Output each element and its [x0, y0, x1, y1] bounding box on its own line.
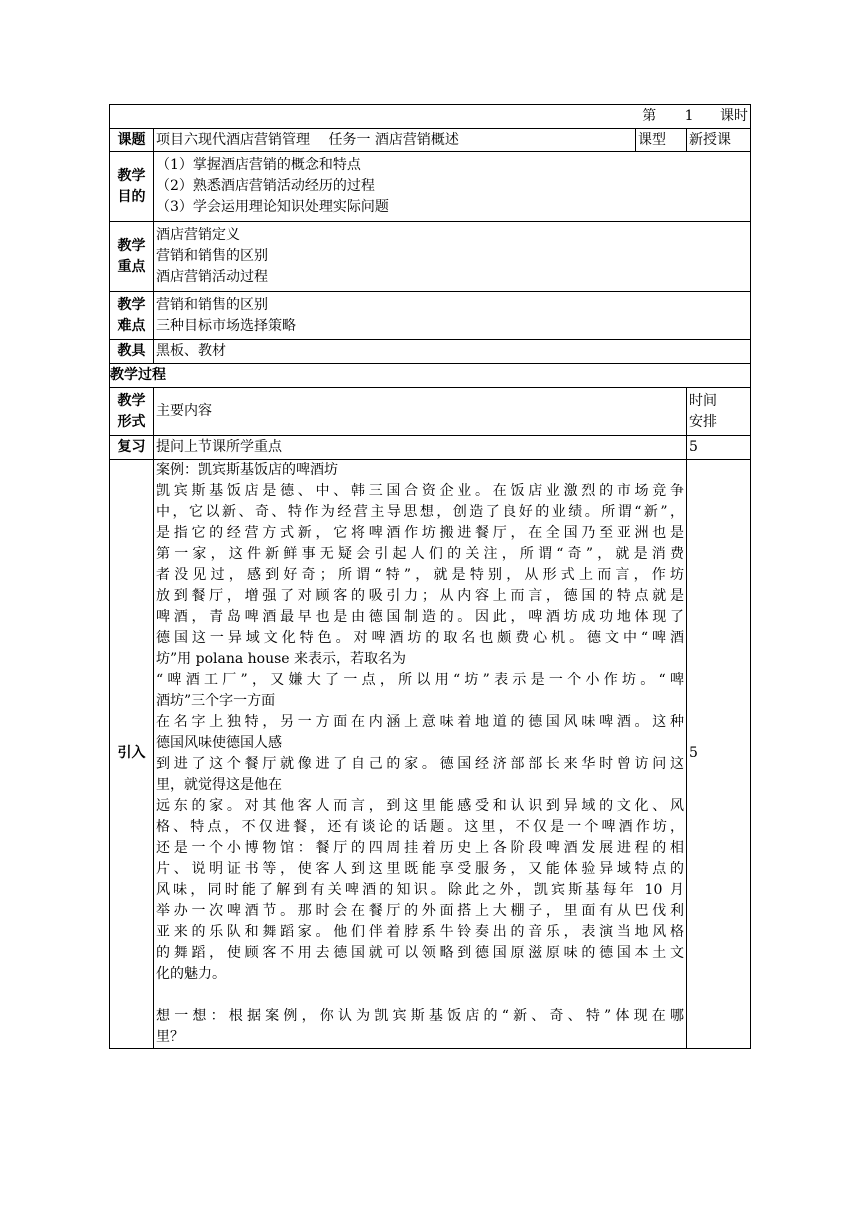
key-point-item: 营销和销售的区别	[156, 248, 268, 264]
difficulties-label-line: 难点	[117, 317, 146, 334]
review-time: 5	[687, 436, 751, 460]
case-line: 远东的家。对其他客人而言，到这里能感受和认识到异域的文化、风	[156, 798, 684, 814]
case-line: 案例：凯宾斯基饭店的啤酒坊	[156, 462, 338, 478]
case-line: 里，就觉得这是他在	[156, 777, 282, 793]
case-line: 德国这一异域文化特色。对啤酒坊的取名也颇费心机。德文中“啤酒	[156, 630, 684, 646]
review-content: 提问上节课所学重点	[154, 436, 687, 460]
case-line: 化的魅力。	[156, 966, 226, 982]
objectives-label-line: 目的	[117, 188, 146, 205]
case-line: 在名字上独特，另一方面在内涵上意味着地道的德国风味啤酒。这种	[156, 714, 684, 730]
review-label: 复习	[110, 436, 154, 460]
case-line: 到进了这个餐厅就像进了自己的家。德国经济部部长来华时曾访问这	[156, 756, 684, 772]
objectives-row	[110, 152, 751, 222]
case-line: 者没见过，感到好奇；所谓“特”，就是特别，从形式上而言，作坊	[156, 567, 684, 583]
case-line: 中，它以新、奇、特作为经营主导思想，创造了良好的业绩。所谓“新”，	[156, 504, 684, 520]
case-line: 还是一个小博物馆：餐厅的四周挂着历史上各阶段啤酒发展进程的相	[156, 840, 684, 856]
objectives-label-line: 教学	[117, 167, 146, 184]
case-line: 德国风味使德国人感	[156, 735, 282, 751]
intro-label: 引入	[110, 460, 154, 1049]
case-line: 是指它的经营方式新，它将啤酒作坊搬进餐厅，在全国乃至亚洲也是	[156, 525, 684, 541]
form-column-label-line: 教学	[117, 392, 146, 409]
column-header-row	[110, 388, 751, 436]
key-point-item: 酒店营销定义	[156, 227, 240, 243]
form-column-label-line: 形式	[117, 413, 146, 430]
case-question-line: 里？	[156, 1028, 184, 1045]
difficulties-content	[154, 292, 751, 340]
difficulty-item: 三种目标市场选择策略	[156, 317, 296, 334]
case-line: 风味，同时能了解到有关啤酒的知识。除此之外，凯宾斯基每年 10 月	[156, 882, 684, 898]
difficulty-item: 营销和销售的区别	[156, 296, 268, 313]
lesson-number-row	[110, 105, 751, 129]
intro-case-content	[154, 460, 687, 1049]
objectives-label	[110, 152, 154, 222]
objective-item: （1）掌握酒店营销的概念和特点	[156, 157, 361, 173]
lesson-type-value: 新授课	[687, 129, 751, 152]
case-line: 坊”用 polana house 来表示，若取名为	[156, 651, 407, 667]
case-line: 放到餐厅，增强了对顾客的吸引力；从内容上而言，德国的特点就是	[156, 588, 684, 604]
case-blank-line	[156, 985, 684, 1006]
case-line: 格、特点，不仅进餐，还有谈论的话题。这里，不仅是一个啤酒作坊，	[156, 819, 684, 835]
case-line: 第一家，这件新鲜事无疑会引起人们的关注，所谓“奇”，就是消费	[156, 546, 684, 562]
key-points-row	[110, 222, 751, 292]
tools-value: 黑板、教材	[154, 340, 751, 364]
time-column-label-line: 时间	[689, 392, 717, 409]
case-line: 酒坊”三个字一方面	[156, 693, 276, 709]
key-points-content	[154, 222, 751, 292]
form-column-label	[110, 388, 154, 436]
case-line: 片、说明证书等，使客人到这里既能享受服务，又能体验异域特点的	[156, 861, 684, 877]
difficulties-label-line: 教学	[117, 296, 146, 313]
time-column-label	[687, 388, 751, 436]
case-line: “啤酒工厂”，又嫌大了一点，所以用“坊”表示是一个小作坊。“啤	[156, 672, 684, 688]
intro-row	[110, 460, 751, 1049]
key-points-label	[110, 222, 154, 292]
key-point-item: 酒店营销活动过程	[156, 269, 268, 285]
lesson-plan-table	[109, 104, 751, 1049]
lesson-type-label: 课型	[636, 129, 687, 152]
objective-item: （3）学会运用理论知识处理实际问题	[156, 199, 389, 215]
key-points-label-line: 教学	[117, 237, 146, 254]
lesson-number: 1	[684, 108, 694, 124]
topic-row	[110, 129, 751, 152]
time-column-label-line: 安排	[689, 413, 717, 430]
difficulties-label	[110, 292, 154, 340]
topic-label: 课题	[110, 129, 154, 152]
case-line: 亚来的乐队和舞蹈家。他们伴着脖系牛铃奏出的音乐，表演当地风格	[156, 924, 684, 940]
process-heading: 教学过程	[110, 364, 751, 388]
objectives-content	[154, 152, 751, 222]
case-question-line: 想一想：根据案例，你认为凯宾斯基饭店的“新、奇、特”体现在哪	[156, 1007, 684, 1024]
content-column-label: 主要内容	[154, 388, 687, 436]
tools-row	[110, 340, 751, 364]
intro-time: 5	[687, 460, 751, 1049]
process-row	[110, 364, 751, 388]
lesson-number-prefix: 第	[642, 108, 657, 124]
key-points-label-line: 重点	[117, 258, 146, 275]
lesson-number-cell	[110, 105, 751, 129]
objective-item: （2）熟悉酒店营销活动经历的过程	[156, 178, 375, 194]
case-line: 凯宾斯基饭店是德、中、韩三国合资企业。在饭店业激烈的市场竞争	[156, 483, 684, 499]
lesson-number-suffix: 课时	[720, 108, 749, 124]
tools-label: 教具	[110, 340, 154, 364]
case-line: 的舞蹈，使顾客不用去德国就可以领略到德国原滋原味的德国本土文	[156, 945, 684, 961]
case-line: 啤酒，青岛啤酒最早也是由德国制造的。因此，啤酒坊成功地体现了	[156, 609, 684, 625]
difficulties-row	[110, 292, 751, 340]
topic-value: 项目六现代酒店营销管理 任务一 酒店营销概述	[154, 129, 636, 152]
review-row	[110, 436, 751, 460]
case-line: 举办一次啤酒节。那时会在餐厅的外面搭上大棚子，里面有从巴伐利	[156, 903, 684, 919]
